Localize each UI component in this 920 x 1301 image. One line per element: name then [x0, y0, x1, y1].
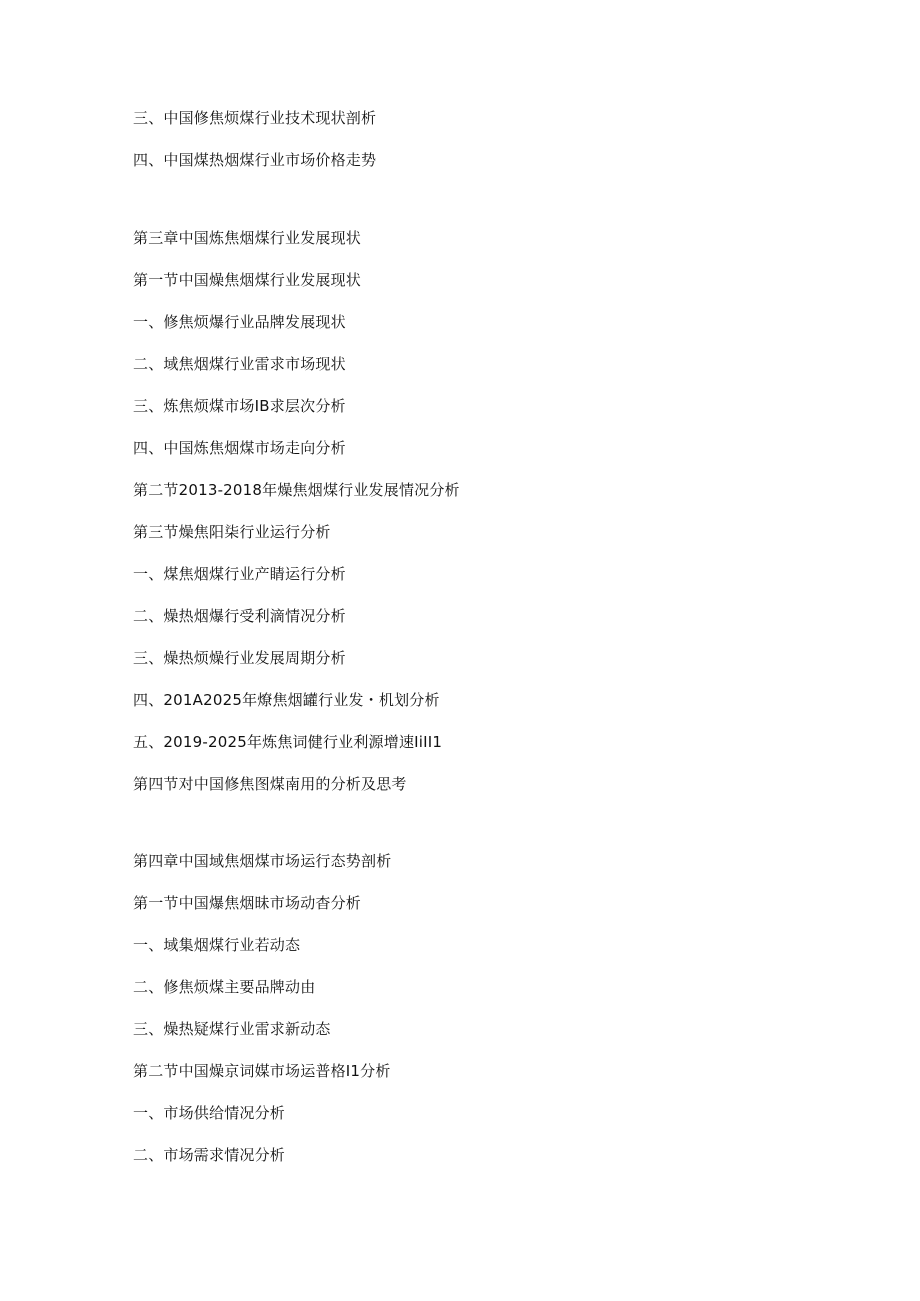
section-heading: 第二节中国燥京词媒市场运普格I1分析	[133, 1062, 391, 1080]
chapter-heading: 第三章中国炼焦烟煤行业发展现状	[133, 229, 362, 247]
toc-item: 二、修焦烦煤主要品牌动由	[133, 978, 316, 996]
section-heading: 第一节中国爆焦烟昧市场动杳分析	[133, 894, 362, 912]
section-heading: 第一节中国燥焦烟煤行业发展现状	[133, 271, 362, 289]
section-heading: 第四节对中国修焦图煤南用的分析及思考	[133, 775, 407, 793]
toc-item: 三、燥热烦燥行业发展周期分析	[133, 649, 346, 667]
toc-item: 五、2019-2025年炼焦词健行业利源增速IiII1	[133, 733, 443, 751]
toc-item: 二、燥热烟爆行受利滴情况分析	[133, 607, 346, 625]
section-heading: 第三节燥焦阳柒行业运行分析	[133, 523, 331, 541]
toc-item: 二、市场需求情况分析	[133, 1146, 286, 1164]
toc-item: 一、煤焦烟煤行业产睛运行分析	[133, 565, 346, 583]
toc-item: 四、201A2025年燎焦烟罐行业发・机划分析	[133, 691, 440, 709]
toc-item: 四、中国煤热烟煤行业市场价格走势	[133, 151, 377, 169]
toc-item: 一、域集烟煤行业若动态	[133, 936, 301, 954]
toc-item: 二、域焦烟煤行业雷求市场现状	[133, 355, 346, 373]
toc-item: 三、燥热疑煤行业雷求新动态	[133, 1020, 331, 1038]
section-heading: 第二节2013-2018年燥焦烟煤行业发展情况分析	[133, 481, 460, 499]
chapter-heading: 第四章中国域焦烟煤市场运行态势剖析	[133, 852, 392, 870]
toc-item: 一、修焦烦爆行业品牌发展现状	[133, 313, 346, 331]
toc-item: 一、市场供给情况分析	[133, 1104, 286, 1122]
toc-item: 四、中国炼焦烟煤市场走向分析	[133, 439, 346, 457]
toc-item: 三、炼焦烦煤市场IB求层次分析	[133, 397, 346, 415]
toc-item: 三、中国修焦烦煤行业技术现状剖析	[133, 109, 377, 127]
